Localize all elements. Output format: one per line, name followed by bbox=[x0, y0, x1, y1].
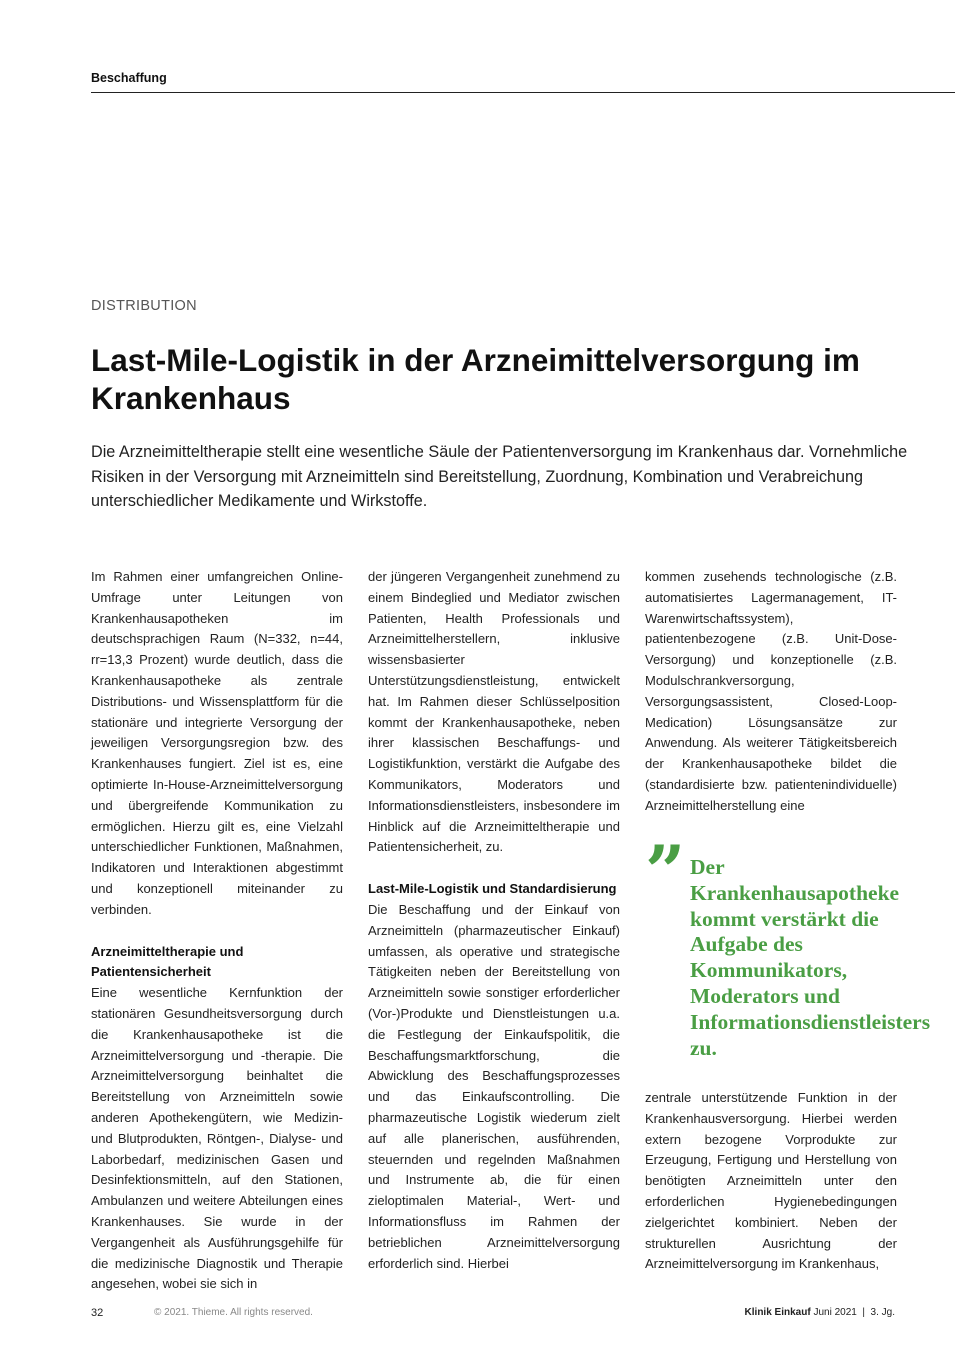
column-3 bbox=[645, 567, 897, 817]
column-2 bbox=[368, 567, 620, 1274]
article-kicker: DISTRIBUTION bbox=[91, 298, 197, 314]
body-paragraph: der jüngeren Vergangenheit zunehmend zu einem Bindeglied und Mediator zwischen Patienten, Health Professionals und Arzneimittelherstellern, inklusive wissensbasierter Unterstützungsdienstleistung, entwickelt hat. Im Rahmen dieser Schlüsselposition kommt der Krankenhausapotheke, neben ihrer klassischen Beschaffungs- und Logistikfunktion, verstärkt die Aufgabe des Kommunikators, Moderators und Informationsdienstleisters, insbesondere im Hinblick auf die Arzneimitteltherapie und Patientensicherheit, zu. bbox=[368, 569, 620, 855]
copyright-notice: © 2021. Thieme. All rights reserved. bbox=[154, 1307, 313, 1318]
body-paragraph: zentrale unterstützende Funktion in der Krankenhausversorgung. Hierbei werden extern bezogene Vorprodukte zur Erzeugung, Fertigung und Herstellung von benötigten Arzneimitteln unter den erforderlichen Hygienebedingungen zielgerichtet kombiniert. Neben der strukturellen Ausrichtung der Arzneimittelversorgung im Krankenhaus, bbox=[645, 1090, 897, 1272]
column-3-continued bbox=[645, 1088, 897, 1275]
body-paragraph: Die Beschaffung und der Einkauf von Arzneimitteln (pharmazeutischer Einkauf) umfassen, als operative und strategische Tätigkeiten neben der Bereitstellung von Arzneimitteln sowie sonstiger erforderlicher (Vor-)Produkte und Dienstleistungen u.a. die Festlegung der Einkaufspolitik, die Beschaffungsmarktforschung, die Abwicklung des Beschaffungsprozesses und das Einkaufscontrolling. Die pharmazeutische Logistik wiederum zielt auf alle planerischen, ausführenden, steuernden und regelnden Maßnahmen und Instrumente ab, die für einen zieloptimalen Material-, Wert- und Informationsfluss im Rahmen der betrieblichen Arzneimittelversorgung erforderlich sind. Hierbei bbox=[368, 901, 620, 1271]
article-title: Last-Mile-Logistik in der Arzneimittelversorgung im Krankenhaus bbox=[91, 342, 860, 416]
section-heading: Arzneimitteltherapie und Patientensicherheit bbox=[91, 943, 244, 980]
quote-mark-icon: ” bbox=[645, 830, 686, 913]
section-heading: Last-Mile-Logistik und Standardisierung bbox=[368, 881, 617, 897]
header-divider bbox=[91, 92, 955, 93]
article-lead: Die Arzneimitteltherapie stellt eine wesentliche Säule der Patientenversorgung im Krankenhaus dar. Vornehmliche Risiken in der Versorgung mit Arzneimitteln sind Bereitstellung, Zuordnung, Kombination und Verabreichung unterschiedlicher Medikamente und Wirkstoffe. bbox=[91, 443, 908, 510]
journal-info bbox=[745, 1307, 895, 1318]
column-1 bbox=[91, 567, 343, 1295]
body-paragraph: kommen zusehends technologische (z.B. automatisiertes Lagermanagement, IT-Warenwirtschaftssystem), patientenbezogene (z.B. Unit-Dose-Versorgung) und konzeptionelle (z.B. Modulschrankversorgung, Versorgungsassistent, Closed-Loop-Medication) Lösungsansätze zur Anwendung. Als weiterer Tätigkeitsbereich der Krankenhausapotheke bildet die (standardisierte bzw. patientenindividuelle) Arzneimittelherstellung eine bbox=[645, 569, 897, 813]
body-paragraph: Im Rahmen einer umfangreichen Online-Umfrage unter Leitungen von Krankenhausapotheken im deutschsprachigen Raum (N=332, n=44, rr=13,3 Prozent) wurde deutlich, dass die Krankenhausapotheke als zentrale Distributions- und Wissensplattform für die stationäre und integrierte Versorgung der jeweiligen Versorgungsregion bzw. des Krankenhauses fungiert. Ziel ist es, eine optimierte In-House-Arzneimittelversorgung und übergreifende Kommunikation zu ermöglichen. Hierzu gilt es, eine Vielzahl unterschiedlicher Funktionen, Maßnahmen, Indikatoren und Interaktionen abgestimmt und konzeptionell miteinander zu verbinden. bbox=[91, 569, 343, 917]
body-paragraph: Eine wesentliche Kernfunktion der stationären Gesundheitsversorgung durch die Krankenhausapotheke ist die Arzneimittelversorgung und -therapie. Die Arzneimittelversorgung beinhaltet die Bereitstellung von Arzneimitteln sowie anderen Apothekengütern, wie Medizin- und Blutprodukten, Röntgen-, Dialyse- und Laborbedarf, medizinischen Gasen und Desinfektionsmitteln, auf den Stationen, Ambulanzen und weitere Abteilungen eines Krankenhauses. Sie wurde in der Vergangenheit als Ausführungsgehilfe für die medizinische Diagnostik und Therapie angesehen, wobei sie sich in bbox=[91, 985, 343, 1292]
journal-issue: Juni 2021 | 3. Jg. bbox=[810, 1307, 895, 1318]
pull-quote bbox=[645, 830, 931, 1060]
running-header-section: Beschaffung bbox=[91, 71, 167, 85]
journal-name: Klinik Einkauf bbox=[744, 1307, 811, 1318]
pull-quote-text: Der Krankenhausapotheke kommt verstärkt die Aufgabe des Kommunikators, Moderators und Informationsdienstleisters zu. bbox=[690, 855, 931, 1060]
page-number: 32 bbox=[91, 1307, 104, 1319]
